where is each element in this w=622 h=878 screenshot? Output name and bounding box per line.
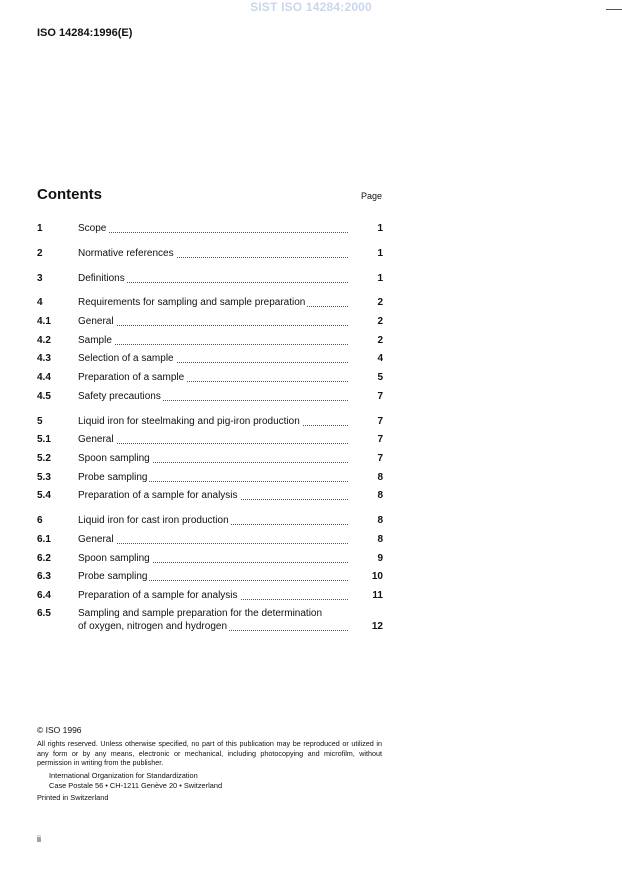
toc-entry-page: 7 xyxy=(377,453,383,464)
toc-entry-page: 12 xyxy=(371,621,383,632)
toc-entry[interactable] xyxy=(37,472,383,484)
toc-entry-title: Liquid iron for cast iron production xyxy=(78,515,348,527)
toc-entry-number: 6.3 xyxy=(37,571,51,582)
toc-entry-number: 6.5 xyxy=(37,608,51,619)
toc-entry-title: Probe sampling xyxy=(78,571,348,583)
toc-entry[interactable] xyxy=(37,353,383,365)
toc-entry-number: 3 xyxy=(37,273,43,284)
toc-entry[interactable] xyxy=(37,590,383,602)
rights-statement: All rights reserved. Unless otherwise specified, no part of this publication may be reproduced or utilized in any form or by any means, electronic or mechanical, including photocopying and microfilm, without permission in writing from the publisher. xyxy=(37,739,382,767)
toc-entry[interactable] xyxy=(37,335,383,347)
toc-entry-page: 7 xyxy=(377,391,383,402)
toc-entry-page: 2 xyxy=(377,335,383,346)
toc-entry-title: Spoon sampling xyxy=(78,453,348,465)
toc-entry[interactable] xyxy=(37,316,383,328)
toc-entry[interactable] xyxy=(37,515,383,527)
toc-entry[interactable] xyxy=(37,372,383,384)
toc-entry-title: General xyxy=(78,316,348,328)
toc-entry-number: 5.3 xyxy=(37,472,51,483)
toc-entry-title: Selection of a sample xyxy=(78,353,348,365)
toc-entry[interactable] xyxy=(37,453,383,465)
toc-entry[interactable] xyxy=(37,571,383,583)
toc-entry[interactable] xyxy=(37,273,383,285)
toc-entry-title: Definitions xyxy=(78,273,348,285)
toc-entry-title: Preparation of a sample for analysis xyxy=(78,490,348,502)
toc-entry-number: 6 xyxy=(37,515,43,526)
toc-entry[interactable] xyxy=(37,297,383,309)
corner-mark xyxy=(606,9,622,10)
copyright-notice: © ISO 1996 xyxy=(37,725,82,735)
toc-entry-number: 6.2 xyxy=(37,553,51,564)
toc-entry-number: 4.3 xyxy=(37,353,51,364)
toc-entry-title: Preparation of a sample xyxy=(78,372,348,384)
toc-entry-page: 1 xyxy=(377,223,383,234)
page-column-label: Page xyxy=(360,191,382,201)
toc-entry-page: 8 xyxy=(377,534,383,545)
toc-entry-title: Liquid iron for steelmaking and pig-iron production xyxy=(78,416,348,428)
toc-entry-page: 5 xyxy=(377,372,383,383)
org-address: Case Postale 56 • CH-1211 Genève 20 • Switzerland xyxy=(49,781,223,790)
toc-entry-title: Sample xyxy=(78,335,348,347)
toc-entry-title: Preparation of a sample for analysis xyxy=(78,590,348,602)
toc-entry-page: 10 xyxy=(371,571,383,582)
publisher-address xyxy=(49,771,222,791)
toc-entry[interactable] xyxy=(37,490,383,502)
document-id: ISO 14284:1996(E) xyxy=(37,27,133,39)
toc-entry-number: 5.2 xyxy=(37,453,51,464)
toc-entry-page: 7 xyxy=(377,416,383,427)
toc-entry-page: 2 xyxy=(377,297,383,308)
toc-entry-title: General xyxy=(78,534,348,546)
toc-entry-title: Probe sampling xyxy=(78,472,348,484)
toc-entry[interactable] xyxy=(37,608,383,634)
toc-entry-number: 5 xyxy=(37,416,43,427)
toc-entry-number: 6.1 xyxy=(37,534,51,545)
toc-entry-page: 8 xyxy=(377,472,383,483)
org-name: International Organization for Standardization xyxy=(49,771,198,780)
toc-entry[interactable] xyxy=(37,248,383,260)
toc-entry-number: 5.4 xyxy=(37,490,51,501)
toc-entry-page: 1 xyxy=(377,273,383,284)
toc-entry-number: 1 xyxy=(37,223,43,234)
toc-entry[interactable] xyxy=(37,553,383,565)
toc-entry-number: 4.2 xyxy=(37,335,51,346)
toc-entry-title-line1: Sampling and sample preparation for the determination xyxy=(78,608,323,619)
toc-entry[interactable] xyxy=(37,391,383,403)
toc-entry-number: 4.4 xyxy=(37,372,51,383)
toc-entry-number: 4.1 xyxy=(37,316,51,327)
toc-entry-number: 2 xyxy=(37,248,43,259)
toc-entry-page: 11 xyxy=(372,590,383,601)
watermark: SIST ISO 14284:2000 xyxy=(250,0,372,14)
toc-entry-number: 4.5 xyxy=(37,391,51,402)
toc-entry-title: Scope xyxy=(78,223,348,235)
toc-entry-title: of oxygen, nitrogen and hydrogen xyxy=(78,621,348,633)
toc-entry-number: 4 xyxy=(37,297,43,308)
printed-in: Printed in Switzerland xyxy=(37,793,109,802)
toc-entry[interactable] xyxy=(37,434,383,446)
toc-entry-page: 1 xyxy=(377,248,383,259)
toc-entry-title: Spoon sampling xyxy=(78,553,348,565)
toc-entry-number: 6.4 xyxy=(37,590,51,601)
toc-entry-title: Safety precautions xyxy=(78,391,348,403)
toc-entry[interactable] xyxy=(37,223,383,235)
toc-entry-page: 2 xyxy=(377,316,383,327)
toc-entry-title: Normative references xyxy=(78,248,348,260)
toc-entry-page: 7 xyxy=(377,434,383,445)
toc-entry-title: General xyxy=(78,434,348,446)
toc-entry-page: 9 xyxy=(377,553,383,564)
toc-entry[interactable] xyxy=(37,534,383,546)
toc-entry[interactable] xyxy=(37,416,383,428)
contents-heading: Contents xyxy=(37,186,102,203)
toc-entry-page: 8 xyxy=(377,515,383,526)
toc-entry-page: 4 xyxy=(377,353,383,364)
toc-entry-page: 8 xyxy=(377,490,383,501)
toc-entry-title: Requirements for sampling and sample preparation xyxy=(78,297,348,309)
page-number: ii xyxy=(37,834,41,844)
toc-entry-number: 5.1 xyxy=(37,434,51,445)
